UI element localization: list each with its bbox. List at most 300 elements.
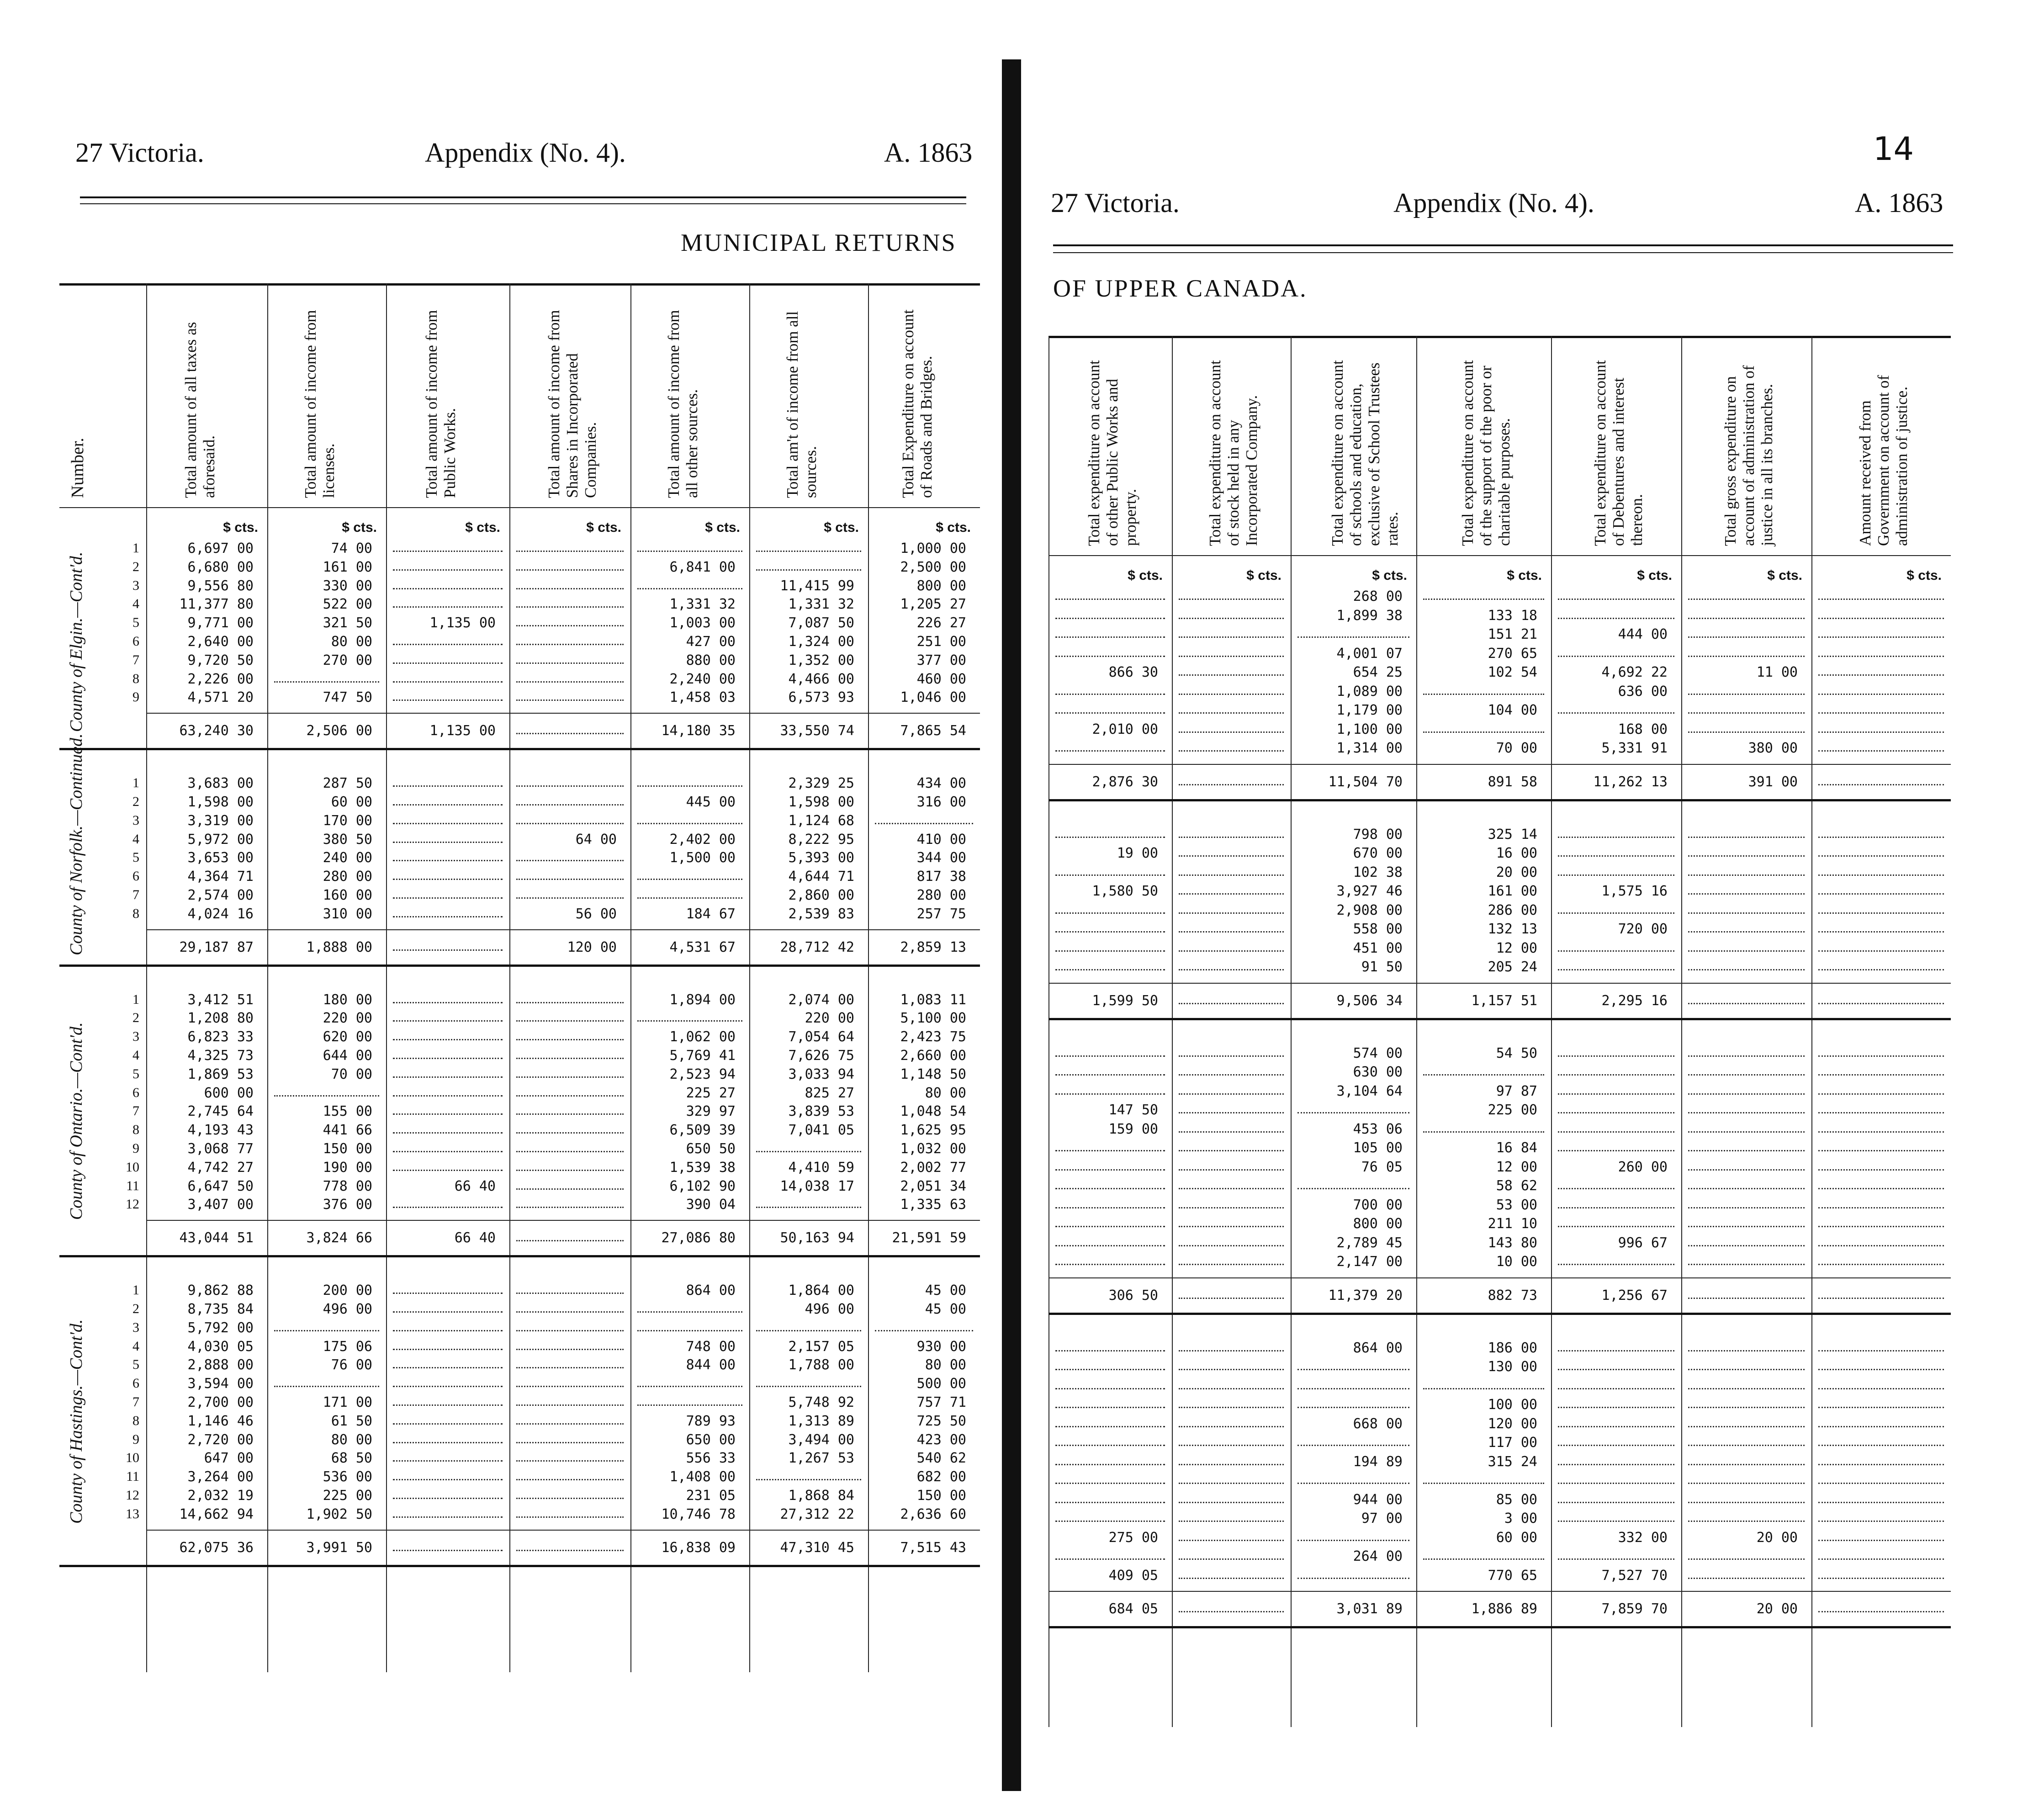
dotted-leader <box>1179 1426 1284 1427</box>
total-rule <box>146 1220 980 1221</box>
dotted-leader <box>516 1311 624 1313</box>
year-label-right: A. 1863 <box>1855 188 1943 218</box>
dotted-leader <box>1558 1558 1674 1560</box>
table-cell: 620 00 <box>323 1029 372 1045</box>
table-cell: 9,720 50 <box>187 652 254 668</box>
dotted-leader <box>516 1498 624 1499</box>
column-divider <box>749 283 750 1672</box>
unit-label: $ cts. <box>342 520 377 535</box>
dotted-leader <box>1558 1188 1674 1189</box>
total-cell: 2,295 16 <box>1601 992 1668 1009</box>
dotted-leader <box>1688 1298 1805 1299</box>
table-cell: 147 50 <box>1108 1102 1158 1118</box>
total-cell: 7,515 43 <box>900 1539 966 1556</box>
table-cell: 286 00 <box>1488 902 1537 918</box>
table-cell: 211 10 <box>1488 1216 1537 1232</box>
table-cell: 130 00 <box>1488 1359 1537 1375</box>
table-cell: 2,074 00 <box>788 991 854 1008</box>
table-cell: 2,500 00 <box>900 559 966 575</box>
unit-label: $ cts. <box>1128 568 1163 583</box>
dotted-leader <box>1688 874 1805 876</box>
dotted-leader <box>1818 712 1944 714</box>
dotted-leader <box>393 1386 503 1387</box>
total-cell: 43,044 51 <box>179 1230 254 1246</box>
dotted-leader <box>1818 694 1944 695</box>
table-cell: 944 00 <box>1353 1491 1403 1508</box>
table-cell: 275 00 <box>1108 1529 1158 1546</box>
row-number: 8 <box>132 1122 139 1138</box>
dotted-leader <box>393 551 503 552</box>
column-header-label: Total amount of income from Shares in Incorporated Companies. <box>545 310 599 498</box>
table-cell: 1,788 00 <box>788 1357 854 1373</box>
dotted-leader <box>516 662 624 664</box>
dotted-leader <box>1818 1464 1944 1465</box>
dotted-leader <box>1688 712 1805 714</box>
table-cell: 500 00 <box>916 1376 966 1392</box>
table-cell: 2,002 77 <box>900 1159 966 1176</box>
dotted-leader <box>1297 1369 1409 1370</box>
table-cell: 6,680 00 <box>187 559 254 575</box>
table-cell: 3,407 00 <box>187 1197 254 1213</box>
table-cell: 3,653 00 <box>187 850 254 866</box>
header-rule-thin-right <box>1053 252 1953 253</box>
dotted-leader <box>1055 1207 1165 1208</box>
page-title: MUNICIPAL RETURNS <box>681 229 957 256</box>
column-divider <box>868 283 869 1672</box>
table-cell: 3,927 46 <box>1336 883 1403 899</box>
dotted-leader <box>1055 874 1165 876</box>
table-cell: 76 00 <box>331 1357 372 1373</box>
dotted-leader <box>393 1020 503 1022</box>
row-number: 8 <box>132 671 139 686</box>
dotted-leader <box>1055 1226 1165 1227</box>
table-cell: 186 00 <box>1488 1340 1537 1356</box>
dotted-leader <box>1558 1264 1674 1265</box>
dotted-leader <box>1055 837 1165 838</box>
table-cell: 190 00 <box>323 1159 372 1176</box>
table-cell: 240 00 <box>323 850 372 866</box>
dotted-leader <box>393 1058 503 1059</box>
table-cell: 11,415 99 <box>780 578 854 594</box>
dotted-leader <box>1558 1074 1674 1076</box>
table-cell: 64 00 <box>575 831 617 848</box>
dotted-leader <box>1558 950 1674 952</box>
table-cell: 778 00 <box>323 1178 372 1194</box>
row-number: 1 <box>132 991 139 1007</box>
dotted-leader <box>393 1170 503 1171</box>
dotted-leader <box>1818 1521 1944 1522</box>
table-cell: 60 00 <box>1496 1529 1537 1546</box>
table-cell: 58 62 <box>1496 1178 1537 1194</box>
row-number: 9 <box>132 1141 139 1156</box>
dotted-leader <box>516 1404 624 1406</box>
table-cell: 3,494 00 <box>788 1431 854 1448</box>
dotted-leader <box>1179 694 1284 695</box>
table-cell: 798 00 <box>1353 826 1403 843</box>
table-cell: 434 00 <box>916 775 966 792</box>
dotted-leader <box>1055 1245 1165 1246</box>
dotted-leader <box>1055 656 1165 657</box>
dotted-leader <box>1055 1074 1165 1076</box>
dotted-leader <box>393 879 503 880</box>
table-cell: 866 30 <box>1108 664 1158 680</box>
table-cell: 6,102 90 <box>669 1178 736 1194</box>
dotted-leader <box>1423 1483 1544 1484</box>
dotted-leader <box>1179 1521 1284 1522</box>
dotted-leader <box>516 733 624 734</box>
table-cell: 120 00 <box>1488 1415 1537 1432</box>
table-cell: 68 50 <box>331 1450 372 1467</box>
table-cell: 825 27 <box>805 1085 854 1101</box>
row-number: 8 <box>132 906 139 921</box>
dotted-leader <box>1558 1521 1674 1522</box>
table-cell: 647 00 <box>204 1450 254 1467</box>
dotted-leader <box>1179 712 1284 714</box>
table-cell: 16 84 <box>1496 1140 1537 1156</box>
row-number: 1 <box>132 775 139 791</box>
table-cell: 180 00 <box>323 991 372 1008</box>
total-cell: 1,256 67 <box>1601 1287 1668 1304</box>
dotted-leader <box>1055 750 1165 752</box>
table-cell: 4,692 22 <box>1601 664 1668 680</box>
row-number: 6 <box>132 1376 139 1391</box>
total-rule <box>146 713 980 714</box>
row-number: 4 <box>132 1048 139 1063</box>
table-cell: 170 00 <box>323 812 372 829</box>
column-header-label: Total expenditure on account of the support of the poor or charitable purposes. <box>1458 360 1513 546</box>
table-cell: 800 00 <box>1353 1216 1403 1232</box>
table-cell: 1,331 32 <box>788 596 854 613</box>
table-cell: 441 66 <box>323 1122 372 1139</box>
header-rule <box>80 196 966 198</box>
dotted-leader <box>516 588 624 589</box>
table-cell: 161 00 <box>1488 883 1537 899</box>
section-rule <box>1048 1313 1951 1315</box>
dotted-leader <box>1179 1188 1284 1189</box>
total-cell: 16,838 09 <box>661 1539 736 1556</box>
dotted-leader <box>393 606 503 608</box>
table-cell: 636 00 <box>1618 683 1668 699</box>
dotted-leader <box>1055 618 1165 619</box>
dotted-leader <box>516 785 624 787</box>
table-cell: 1,869 53 <box>187 1066 254 1082</box>
dotted-leader <box>393 699 503 701</box>
dotted-leader <box>393 1423 503 1425</box>
row-number: 10 <box>126 1159 139 1175</box>
row-number: 7 <box>132 887 139 902</box>
dotted-leader <box>393 1349 503 1350</box>
dotted-leader <box>516 1550 624 1551</box>
dotted-leader <box>637 1404 742 1406</box>
dotted-leader <box>1179 731 1284 733</box>
dotted-leader <box>393 1311 503 1313</box>
table-cell: 344 00 <box>916 850 966 866</box>
table-cell: 668 00 <box>1353 1415 1403 1432</box>
column-divider <box>146 283 147 1672</box>
unit-label: $ cts. <box>586 520 621 535</box>
dotted-leader <box>1423 731 1544 733</box>
column-divider <box>1291 336 1292 1727</box>
dotted-leader <box>637 1386 742 1387</box>
table-cell: 700 00 <box>1353 1197 1403 1213</box>
session-label: 27 Victoria. <box>75 138 204 168</box>
total-cell: 1,135 00 <box>429 723 496 739</box>
dotted-leader <box>516 1460 624 1462</box>
table-cell: 3,839 53 <box>788 1103 854 1120</box>
table-cell: 4,410 59 <box>788 1159 854 1176</box>
dotted-leader <box>1818 1226 1944 1227</box>
row-number: 6 <box>132 1085 139 1100</box>
dotted-leader <box>393 681 503 683</box>
section-rule <box>59 748 980 750</box>
appendix-label-right: Appendix (No. 4). <box>1393 188 1594 218</box>
dotted-leader <box>1055 1264 1165 1265</box>
table-cell: 3,264 00 <box>187 1469 254 1485</box>
table-cell: 770 65 <box>1488 1567 1537 1584</box>
total-cell: 2,506 00 <box>306 723 372 739</box>
dotted-leader <box>1688 1464 1805 1465</box>
dotted-leader <box>1558 599 1674 600</box>
table-cell: 11 00 <box>1756 664 1798 680</box>
table-cell: 6,509 39 <box>669 1122 736 1139</box>
table-cell: 1,146 46 <box>187 1413 254 1429</box>
dotted-leader <box>516 569 624 571</box>
table-cell: 264 00 <box>1353 1548 1403 1564</box>
dotted-leader <box>1688 1483 1805 1484</box>
table-cell: 2,636 60 <box>900 1506 966 1522</box>
dotted-leader <box>1297 1445 1409 1446</box>
table-cell: 650 00 <box>686 1431 736 1448</box>
table-cell: 2,660 00 <box>900 1048 966 1064</box>
county-label: County of Norfolk.—Continued. <box>67 733 86 955</box>
dotted-leader <box>516 823 624 824</box>
dotted-leader <box>1055 1350 1165 1351</box>
column-divider <box>1681 336 1682 1727</box>
dotted-leader <box>1179 784 1284 785</box>
dotted-leader <box>516 1367 624 1368</box>
table-cell: 2,032 19 <box>187 1488 254 1504</box>
total-cell: 391 00 <box>1748 774 1798 790</box>
row-number: 7 <box>132 652 139 668</box>
dotted-leader <box>1688 636 1805 638</box>
table-cell: 102 54 <box>1488 664 1537 680</box>
dotted-leader <box>1688 1188 1805 1189</box>
table-cell: 7,626 75 <box>788 1048 854 1064</box>
dotted-leader <box>1055 1188 1165 1189</box>
table-cell: 133 18 <box>1488 607 1537 624</box>
table-cell: 45 00 <box>925 1301 966 1317</box>
dotted-leader <box>1558 1407 1674 1408</box>
unit-label: $ cts. <box>1637 568 1672 583</box>
table-cell: 2,908 00 <box>1336 902 1403 918</box>
dotted-leader <box>1179 1093 1284 1095</box>
table-cell: 1,331 32 <box>669 596 736 613</box>
column-divider <box>267 283 268 1672</box>
dotted-leader <box>1558 874 1674 876</box>
table-cell: 5,331 91 <box>1601 740 1668 756</box>
table-cell: 630 00 <box>1353 1064 1403 1080</box>
table-cell: 220 00 <box>805 1010 854 1027</box>
table-cell: 1,598 00 <box>187 794 254 810</box>
dotted-leader <box>1179 1055 1284 1057</box>
dotted-leader <box>1179 931 1284 933</box>
unit-label: $ cts. <box>705 520 740 535</box>
dotted-leader <box>637 879 742 880</box>
dotted-leader <box>516 699 624 701</box>
table-cell: 66 40 <box>454 1178 496 1194</box>
dotted-leader <box>1055 712 1165 714</box>
total-cell: 7,865 54 <box>900 723 966 739</box>
table-cell: 1,046 00 <box>900 689 966 706</box>
dotted-leader <box>1688 1207 1805 1208</box>
dotted-leader <box>516 1039 624 1040</box>
table-cell: 260 00 <box>1618 1159 1668 1175</box>
table-cell: 4,571 20 <box>187 689 254 706</box>
table-cell: 9,862 88 <box>187 1282 254 1299</box>
dotted-leader <box>1297 1483 1409 1484</box>
table-cell: 143 80 <box>1488 1235 1537 1251</box>
dotted-leader <box>1818 1093 1944 1095</box>
dotted-leader <box>1055 1464 1165 1465</box>
table-cell: 100 00 <box>1488 1397 1537 1413</box>
dotted-leader <box>1055 969 1165 970</box>
dotted-leader <box>1688 1264 1805 1265</box>
row-number: 5 <box>132 850 139 865</box>
dotted-leader <box>1179 599 1284 600</box>
dotted-leader <box>1179 1169 1284 1171</box>
dotted-leader <box>1688 1131 1805 1133</box>
table-cell: 409 05 <box>1108 1567 1158 1584</box>
table-cell: 3,319 00 <box>187 812 254 829</box>
table-cell: 453 06 <box>1353 1121 1403 1137</box>
dotted-leader <box>1818 1407 1944 1408</box>
table-cell: 410 00 <box>916 831 966 848</box>
row-number: 3 <box>132 812 139 828</box>
table-cell: 1,352 00 <box>788 652 854 668</box>
table-cell: 280 00 <box>916 887 966 903</box>
total-cell: 1,157 51 <box>1471 992 1537 1009</box>
total-cell: 9,506 34 <box>1336 992 1403 1009</box>
dotted-leader <box>1055 1093 1165 1095</box>
dotted-leader <box>1558 1150 1674 1151</box>
dotted-leader <box>516 1516 624 1518</box>
dotted-leader <box>1179 618 1284 619</box>
dotted-leader <box>1818 1502 1944 1503</box>
table-cell: 4,193 43 <box>187 1122 254 1139</box>
dotted-leader <box>516 1076 624 1078</box>
table-cell: 5,748 92 <box>788 1394 854 1410</box>
total-cell: 4,531 67 <box>669 939 736 955</box>
dotted-leader <box>1688 1521 1805 1522</box>
table-cell: 1,899 38 <box>1336 607 1403 624</box>
dotted-leader <box>1818 855 1944 857</box>
row-number: 2 <box>132 1301 139 1316</box>
table-cell: 321 50 <box>323 615 372 631</box>
dotted-leader <box>1055 1426 1165 1427</box>
dotted-leader <box>516 1002 624 1003</box>
dotted-leader <box>1179 1298 1284 1299</box>
table-cell: 150 00 <box>916 1488 966 1504</box>
table-cell: 6,823 33 <box>187 1029 254 1045</box>
unit-label: $ cts. <box>1372 568 1407 583</box>
table-cell: 536 00 <box>323 1469 372 1485</box>
row-number: 11 <box>126 1469 139 1484</box>
row-number: 4 <box>132 1338 139 1354</box>
dotted-leader <box>1179 1369 1284 1370</box>
table-cell: 682 00 <box>916 1469 966 1485</box>
table-cell: 3,683 00 <box>187 775 254 792</box>
total-cell: 7,859 70 <box>1601 1601 1668 1617</box>
table-cell: 3,033 94 <box>788 1066 854 1082</box>
dotted-leader <box>1688 931 1805 933</box>
dotted-leader <box>1297 1188 1409 1189</box>
table-cell: 574 00 <box>1353 1045 1403 1061</box>
table-cell: 70 00 <box>1496 740 1537 756</box>
dotted-leader <box>1179 750 1284 752</box>
table-cell: 80 00 <box>925 1085 966 1101</box>
dotted-leader <box>1688 1112 1805 1113</box>
column-divider <box>1551 336 1552 1727</box>
dotted-leader <box>1179 1483 1284 1484</box>
dotted-leader <box>1055 1445 1165 1446</box>
table-cell: 376 00 <box>323 1197 372 1213</box>
table-cell: 150 00 <box>323 1141 372 1157</box>
dotted-leader <box>1688 618 1805 619</box>
table-cell: 330 00 <box>323 578 372 594</box>
dotted-leader <box>1179 1074 1284 1076</box>
dotted-leader <box>393 785 503 787</box>
table-cell: 1,902 50 <box>306 1506 372 1522</box>
table-cell: 1,539 38 <box>669 1159 736 1176</box>
dotted-leader <box>1818 837 1944 838</box>
dotted-leader <box>1297 1540 1409 1541</box>
column-divider <box>1048 336 1049 1727</box>
table-cell: 257 75 <box>916 906 966 922</box>
table-cell: 70 00 <box>331 1066 372 1082</box>
dotted-leader <box>1179 1264 1284 1265</box>
dotted-leader <box>1818 784 1944 785</box>
dotted-leader <box>1179 837 1284 838</box>
row-number: 11 <box>126 1178 139 1193</box>
column-header-label: Amount received from Government on account of administration of justice. <box>1856 375 1911 546</box>
row-number: 12 <box>126 1197 139 1212</box>
dotted-leader <box>1688 599 1805 600</box>
dotted-leader <box>516 1293 624 1294</box>
table-cell: 1,864 00 <box>788 1282 854 1299</box>
total-cell: 29,187 87 <box>179 939 254 955</box>
dotted-leader <box>1688 1350 1805 1351</box>
dotted-leader <box>393 916 503 917</box>
dotted-leader <box>516 1151 624 1152</box>
dotted-leader <box>516 606 624 608</box>
dotted-leader <box>1179 1611 1284 1612</box>
total-cell: 27,086 80 <box>661 1230 736 1246</box>
table-cell: 315 24 <box>1488 1453 1537 1470</box>
column-header-label: Total amount of income from all other sources. <box>665 310 701 498</box>
table-cell: 270 65 <box>1488 645 1537 662</box>
table-cell: 4,325 73 <box>187 1048 254 1064</box>
dotted-leader <box>393 1404 503 1406</box>
dotted-leader <box>1558 837 1674 838</box>
dotted-leader <box>1558 1483 1674 1484</box>
row-number: 6 <box>132 869 139 884</box>
dotted-leader <box>1297 1112 1409 1113</box>
table-cell: 5,393 00 <box>788 850 854 866</box>
dotted-leader <box>516 551 624 552</box>
table-cell: 2,539 83 <box>788 906 854 922</box>
dotted-leader <box>1055 931 1165 933</box>
dotted-leader <box>1818 750 1944 752</box>
